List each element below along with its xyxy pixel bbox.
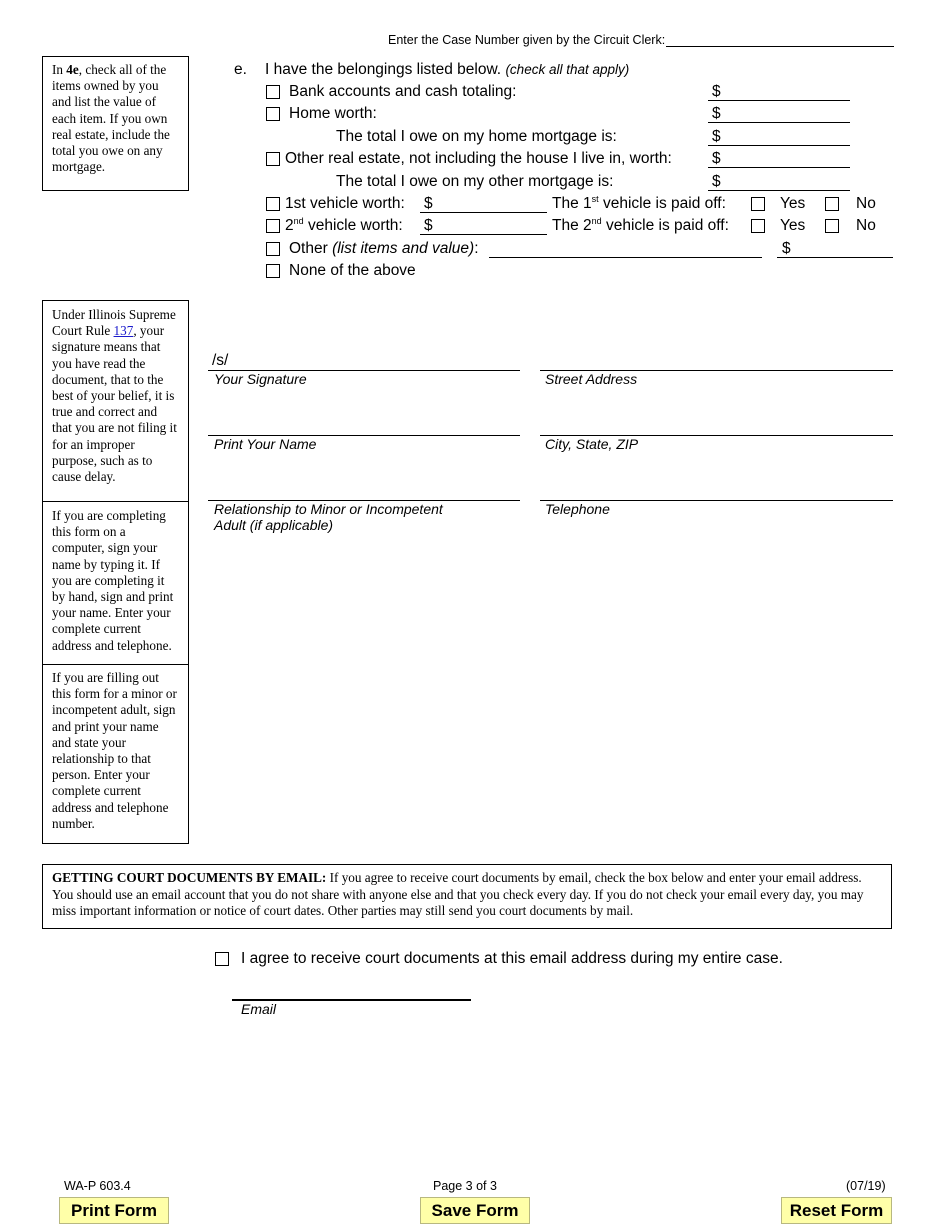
email-info-box: GETTING COURT DOCUMENTS BY EMAIL: If you agree to receive court documents by email, check the box below and enter your email address. You should use an email account that you do not share with anyone else and that you check every day. If you do not check your email every day, you may miss important information or notice of court dates. Other parties may still send you court documents by mail. — [42, 864, 892, 929]
bank-value-input[interactable] — [708, 100, 850, 101]
home-mortgage-input[interactable] — [708, 145, 850, 146]
vehicle1-yes-label: Yes — [780, 195, 806, 212]
other-real-estate-input[interactable] — [708, 167, 850, 168]
vehicle2-value-input[interactable] — [420, 234, 547, 235]
vehicle2-label: 2nd vehicle worth: — [285, 215, 403, 234]
vehicle2-yes-checkbox[interactable] — [751, 219, 765, 233]
section-letter: e. — [234, 61, 247, 78]
vehicle1-paid-label: The 1st vehicle is paid off: — [552, 193, 726, 212]
none-checkbox[interactable] — [266, 264, 280, 278]
reset-form-button[interactable]: Reset Form — [781, 1197, 892, 1224]
vehicle1-dollar: $ — [424, 195, 433, 212]
home-label: Home worth: — [289, 105, 377, 122]
case-number-label: Enter the Case Number given by the Circuit Clerk: — [388, 33, 666, 47]
city-state-zip-caption: City, State, ZIP — [545, 436, 639, 452]
vehicle1-value-input[interactable] — [420, 212, 547, 213]
vehicle2-paid-label: The 2nd vehicle is paid off: — [552, 215, 729, 234]
other-mortgage-dollar: $ — [712, 173, 721, 190]
home-mortgage-label: The total I owe on my home mortgage is: — [336, 128, 617, 145]
print-name-caption: Print Your Name — [214, 436, 317, 452]
bank-checkbox[interactable] — [266, 85, 280, 99]
vehicle1-label: 1st vehicle worth: — [285, 195, 405, 212]
other-real-estate-dollar: $ — [712, 150, 721, 167]
rule-137-link[interactable]: 137 — [113, 323, 134, 339]
relationship-caption-line1: Relationship to Minor or Incompetent — [214, 501, 443, 517]
vehicle2-checkbox[interactable] — [266, 219, 280, 233]
home-mortgage-dollar: $ — [712, 128, 721, 145]
relationship-caption-line2: Adult (if applicable) — [214, 517, 334, 533]
other-mortgage-label: The total I owe on my other mortgage is: — [336, 173, 614, 190]
signature-value[interactable]: /s/ — [212, 352, 229, 369]
street-address-caption: Street Address — [545, 371, 638, 387]
other-mortgage-input[interactable] — [708, 190, 850, 191]
vehicle2-no-label: No — [856, 217, 876, 234]
other-items-input[interactable] — [489, 257, 762, 258]
other-items-value-input[interactable] — [777, 257, 893, 258]
form-date: (07/19) — [846, 1179, 886, 1193]
vehicle1-no-label: No — [856, 195, 876, 212]
other-items-dollar: $ — [782, 240, 791, 257]
email-agree-label: I agree to receive court documents at this email address during my entire case. — [241, 950, 783, 967]
email-caption: Email — [241, 1001, 277, 1017]
save-form-button[interactable]: Save Form — [420, 1197, 530, 1224]
your-signature-caption: Your Signature — [214, 371, 307, 387]
bank-label: Bank accounts and cash totaling: — [289, 83, 517, 100]
vehicle1-checkbox[interactable] — [266, 197, 280, 211]
email-agree-checkbox[interactable] — [215, 952, 229, 966]
other-items-label: Other (list items and value): — [289, 240, 479, 257]
vehicle1-no-checkbox[interactable] — [825, 197, 839, 211]
telephone-caption: Telephone — [545, 501, 610, 517]
vehicle1-yes-checkbox[interactable] — [751, 197, 765, 211]
minor-note: If you are filling out this form for a minor or incompetent adult, sign and print your name and state your relationship to that person. Enter your complete current address and telephone number. — [42, 664, 189, 844]
other-items-checkbox[interactable] — [266, 242, 280, 256]
home-checkbox[interactable] — [266, 107, 280, 121]
home-value-input[interactable] — [708, 122, 850, 123]
rule-note: Under Illinois Supreme Court Rule 137, your signature means that you have read the document, that to the best of your belief, it is true and correct and that you are not filing it for an improper purpose, such as to cause delay. — [42, 300, 189, 502]
vehicle2-dollar: $ — [424, 217, 433, 234]
bank-dollar: $ — [712, 83, 721, 100]
print-form-button[interactable]: Print Form — [59, 1197, 169, 1224]
computer-note: If you are completing this form on a computer, sign your name by typing it. If you are completing it by hand, sign and print your name. Enter your complete current address and telephone. — [42, 501, 189, 665]
other-real-estate-checkbox[interactable] — [266, 152, 280, 166]
vehicle2-yes-label: Yes — [780, 217, 806, 234]
page-number: Page 3 of 3 — [433, 1179, 497, 1193]
belongings-heading: I have the belongings listed below. (check all that apply) — [265, 61, 630, 78]
form-id: WA-P 603.4 — [64, 1179, 131, 1193]
vehicle2-no-checkbox[interactable] — [825, 219, 839, 233]
other-real-estate-label: Other real estate, not including the house I live in, worth: — [285, 150, 672, 167]
none-label: None of the above — [289, 262, 416, 279]
case-number-input[interactable] — [666, 46, 894, 47]
home-dollar: $ — [712, 105, 721, 122]
belongings-note: In 4e, check all of the items owned by you and list the value of each item. If you own real estate, include the total you owe on any mortgage. — [42, 56, 189, 191]
